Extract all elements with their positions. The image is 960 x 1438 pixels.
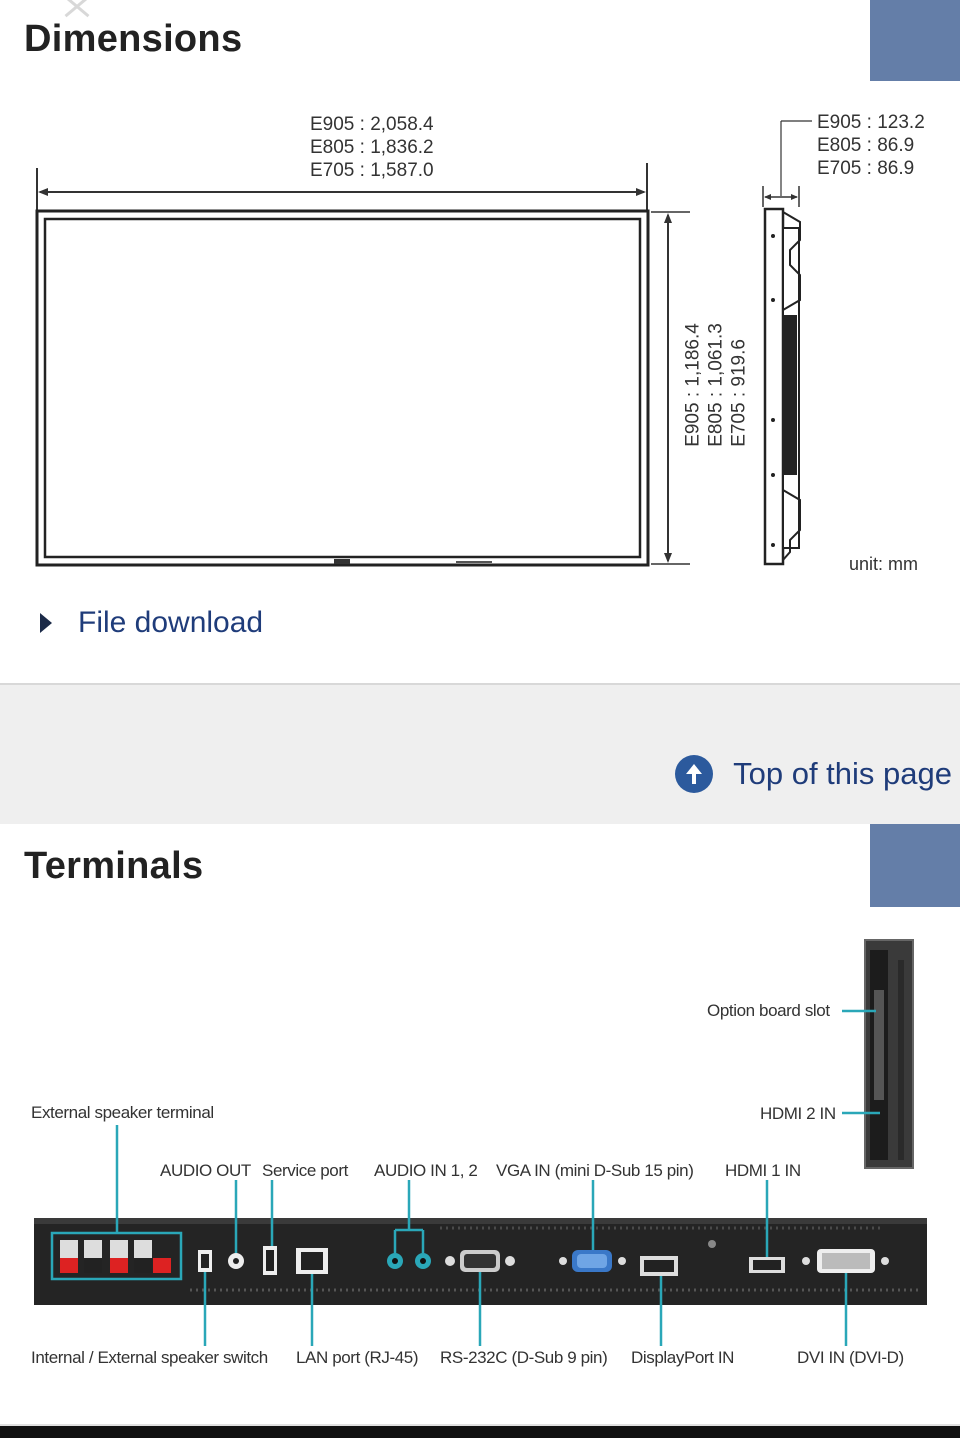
label-option-board-slot: Option board slot — [707, 1001, 830, 1020]
label-rs232c: RS-232C (D-Sub 9 pin) — [440, 1348, 608, 1367]
label-hdmi2-in: HDMI 2 IN — [760, 1104, 836, 1123]
label-dvi-in: DVI IN (DVI-D) — [797, 1348, 904, 1367]
file-download-label: File download — [78, 606, 264, 639]
label-speaker-switch: Internal / External speaker switch — [31, 1348, 268, 1367]
height-label-e905: E905 : 1,186.4 — [682, 323, 704, 447]
triangle-right-icon — [40, 613, 52, 633]
bottom-bar — [0, 1424, 960, 1438]
height-label-e705: E705 : 919.6 — [728, 339, 750, 447]
label-displayport-in: DisplayPort IN — [631, 1348, 735, 1367]
depth-label-e805: E805 : 86.9 — [817, 135, 915, 156]
page-nav-band — [0, 683, 960, 824]
unit-label: unit: mm — [849, 554, 919, 574]
height-labels — [682, 323, 751, 447]
depth-label-e905: E905 : 123.2 — [817, 112, 925, 133]
dimensions-title: Dimensions — [24, 18, 243, 60]
top-of-page-link[interactable] — [675, 755, 952, 793]
top-of-page-label: Top of this page — [733, 756, 952, 791]
section-corner-tab — [870, 824, 960, 907]
dimension-drawing — [0, 0, 960, 600]
terminals-title: Terminals — [24, 845, 204, 887]
label-lan-port: LAN port (RJ-45) — [296, 1348, 419, 1367]
depth-label-e705: E705 : 86.9 — [817, 158, 915, 179]
label-external-speaker-terminal: External speaker terminal — [31, 1103, 214, 1122]
label-audio-in: AUDIO IN 1, 2 — [374, 1161, 478, 1180]
file-download-link[interactable] — [40, 606, 263, 640]
arrow-up-circle-icon — [675, 755, 713, 793]
terminals-drawing — [0, 930, 960, 1370]
label-vga-in: VGA IN (mini D-Sub 15 pin) — [496, 1161, 694, 1180]
label-audio-out: AUDIO OUT — [160, 1161, 251, 1180]
width-label-e705: E705 : 1,587.0 — [310, 160, 434, 181]
width-label-e905: E905 : 2,058.4 — [310, 114, 434, 135]
height-label-e805: E805 : 1,061.3 — [705, 323, 727, 447]
label-hdmi1-in: HDMI 1 IN — [725, 1161, 801, 1180]
label-service-port: Service port — [262, 1161, 348, 1180]
width-label-e805: E805 : 1,836.2 — [310, 137, 434, 158]
